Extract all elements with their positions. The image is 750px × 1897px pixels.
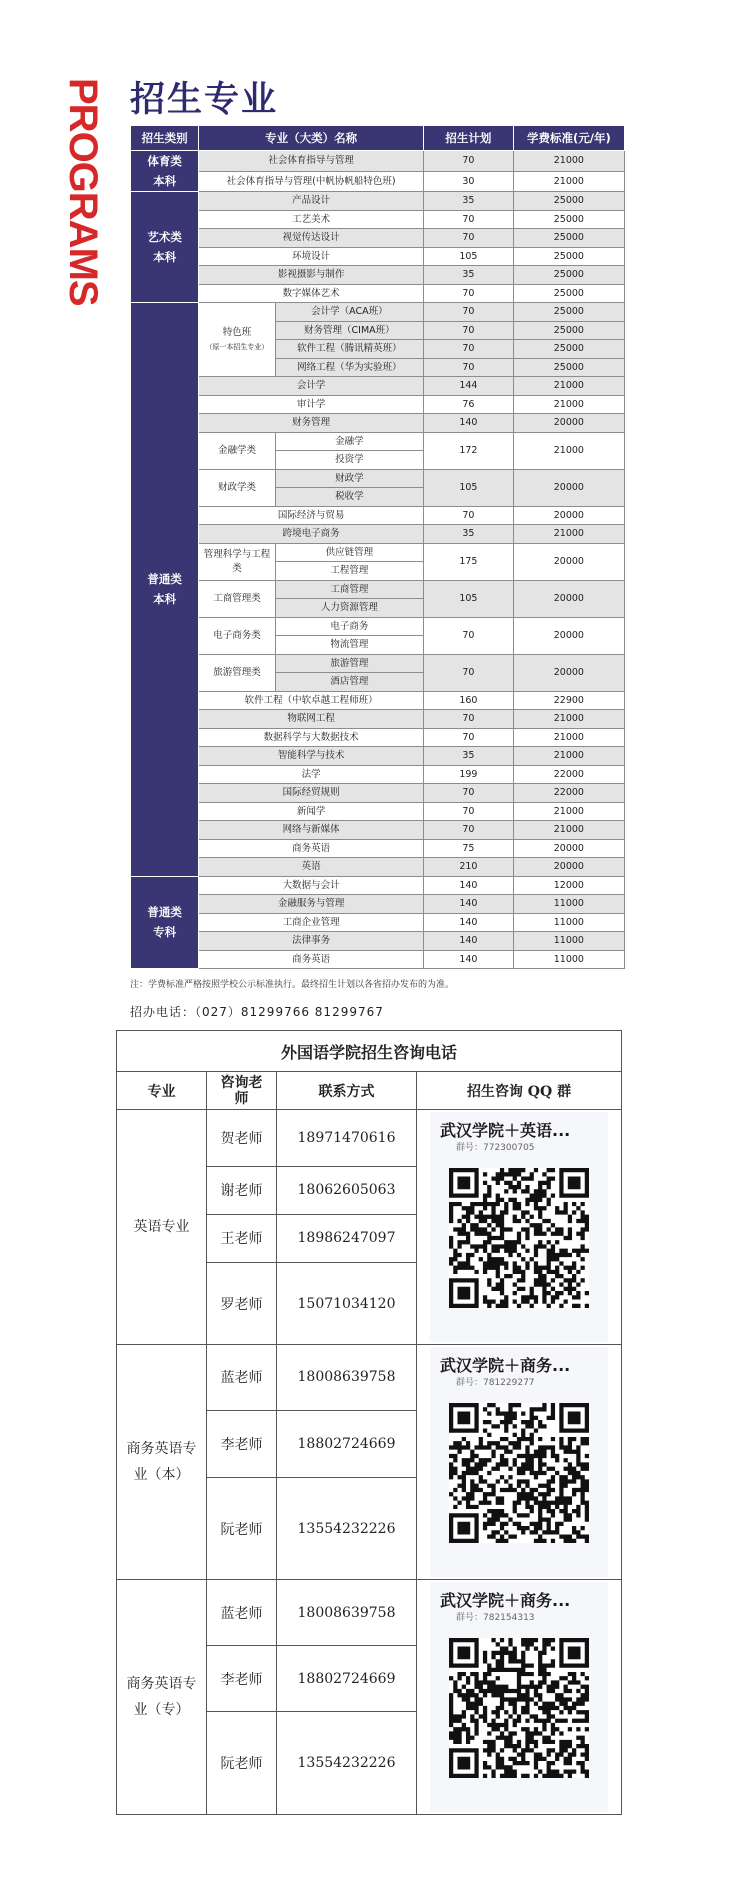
major-name: 工商企业管理 [199, 913, 424, 932]
qr-code-icon [449, 1168, 589, 1308]
plan-cell: 70 [424, 210, 514, 229]
plan-cell: 160 [424, 691, 514, 710]
table-row [131, 432, 625, 451]
plan-cell: 140 [424, 414, 514, 433]
teacher-name: 罗老师 [207, 1263, 277, 1345]
table-row [131, 821, 625, 840]
qq-group-number: 群号：781229277 [456, 1378, 535, 1388]
fee-cell: 25000 [513, 358, 624, 377]
major-name: 社会体育指导与管理(中帆协帆船特色班) [199, 171, 424, 192]
table-row [131, 395, 625, 414]
fee-cell: 25000 [513, 192, 624, 211]
plan-cell: 70 [424, 821, 514, 840]
fee-cell: 12000 [513, 876, 624, 895]
fee-cell: 20000 [513, 469, 624, 506]
plan-cell: 30 [424, 171, 514, 192]
major-group-label: 旅游管理类 [213, 666, 261, 678]
teacher-name: 阮老师 [207, 1712, 277, 1815]
teacher-phone: 18008639758 [277, 1345, 417, 1411]
major-group-label: 特色班 [222, 326, 252, 338]
qq-group-title: 武汉学院＋英语... [440, 1121, 571, 1140]
teacher-name: 贺老师 [207, 1110, 277, 1167]
major-group-label: 管理科学与工程类 [203, 548, 271, 574]
qq-qr-card[interactable] [430, 1347, 608, 1577]
major-name: 跨境电子商务 [199, 525, 424, 544]
programs-vertical-label: PROGRAMS [61, 78, 105, 306]
table-row [131, 858, 625, 877]
major-name: 视觉传达设计 [199, 229, 424, 248]
category-cell: 普通类 专科 [131, 876, 199, 969]
qq-group-number: 群号：772300705 [456, 1143, 535, 1153]
category-cell: 艺术类 本科 [131, 192, 199, 303]
plan-cell: 70 [424, 151, 514, 172]
major-name: 物流管理 [275, 636, 423, 655]
teacher-phone: 13554232226 [277, 1478, 417, 1580]
fee-cell: 11000 [513, 895, 624, 914]
major-group-label: 电子商务类 [213, 629, 261, 641]
table-row [131, 377, 625, 396]
major-name: 数字媒体艺术 [199, 284, 424, 303]
major-group-cell [199, 432, 276, 469]
consult-header-qq: 招生咨询 QQ 群 [417, 1072, 622, 1110]
plan-cell: 70 [424, 784, 514, 803]
table-row [131, 525, 625, 544]
plan-cell: 35 [424, 525, 514, 544]
teacher-name: 李老师 [207, 1410, 277, 1478]
major-name: 软件工程（中软卓越工程师班） [199, 691, 424, 710]
fee-cell: 25000 [513, 303, 624, 322]
fee-cell: 21000 [513, 821, 624, 840]
fee-cell: 25000 [513, 340, 624, 359]
teacher-name: 李老师 [207, 1646, 277, 1712]
plan-cell: 70 [424, 284, 514, 303]
qq-qr-card[interactable] [430, 1582, 608, 1812]
teacher-name: 阮老师 [207, 1478, 277, 1580]
plan-cell: 144 [424, 377, 514, 396]
major-name: 商务英语 [199, 839, 424, 858]
table-row [131, 192, 625, 211]
qq-group-title: 武汉学院＋商务... [440, 1356, 571, 1375]
plan-cell: 140 [424, 876, 514, 895]
plan-cell: 105 [424, 247, 514, 266]
table-row [131, 839, 625, 858]
major-name: 会计学 [199, 377, 424, 396]
major-name: 投资学 [275, 451, 423, 470]
major-name: 金融学 [275, 432, 423, 451]
table-row [131, 506, 625, 525]
plan-cell: 105 [424, 580, 514, 617]
consult-major: 商务英语专 业（本） [117, 1345, 207, 1580]
admissions-phone: 招办电话：（027）81299766 81299767 [130, 1005, 384, 1019]
qq-group-title: 武汉学院＋商务... [440, 1591, 571, 1610]
major-name: 大数据与会计 [199, 876, 424, 895]
teacher-phone: 18971470616 [277, 1110, 417, 1167]
plan-cell: 35 [424, 747, 514, 766]
plan-cell: 70 [424, 654, 514, 691]
table-row [131, 765, 625, 784]
major-name: 工艺美术 [199, 210, 424, 229]
consult-row [117, 1110, 622, 1167]
teacher-name: 蓝老师 [207, 1580, 277, 1646]
major-name: 产品设计 [199, 192, 424, 211]
table-row [131, 617, 625, 636]
plan-cell: 70 [424, 229, 514, 248]
fee-cell: 21000 [513, 377, 624, 396]
fee-cell: 22000 [513, 765, 624, 784]
major-name: 物联网工程 [199, 710, 424, 729]
fee-cell: 21000 [513, 710, 624, 729]
major-group-cell [199, 617, 276, 654]
table-row [131, 543, 625, 562]
category-cell: 普通类 本科 [131, 303, 199, 877]
major-name: 工程管理 [275, 562, 423, 581]
fee-cell: 11000 [513, 950, 624, 969]
major-name: 酒店管理 [275, 673, 423, 692]
plan-cell: 199 [424, 765, 514, 784]
table-row [131, 691, 625, 710]
plan-cell: 70 [424, 321, 514, 340]
table-row [131, 303, 625, 322]
table-row [131, 284, 625, 303]
table-row [131, 247, 625, 266]
plan-cell: 175 [424, 543, 514, 580]
major-name: 影视摄影与制作 [199, 266, 424, 285]
table-row [131, 876, 625, 895]
table-row [131, 784, 625, 803]
major-name: 数据科学与大数据技术 [199, 728, 424, 747]
consult-title: 外国语学院招生咨询电话 [117, 1031, 622, 1072]
major-group-cell [199, 580, 276, 617]
plan-cell: 70 [424, 802, 514, 821]
consult-major: 商务英语专 业（专） [117, 1580, 207, 1815]
teacher-phone: 18062605063 [277, 1166, 417, 1214]
fee-cell: 21000 [513, 151, 624, 172]
fee-cell: 21000 [513, 747, 624, 766]
consult-row [117, 1345, 622, 1411]
major-group-cell [199, 654, 276, 691]
table-row [131, 469, 625, 488]
major-name: 软件工程（腾讯精英班） [275, 340, 423, 359]
teacher-name: 谢老师 [207, 1166, 277, 1214]
table-row [131, 171, 625, 192]
plan-cell: 70 [424, 710, 514, 729]
plan-cell: 70 [424, 358, 514, 377]
major-name: 供应链管理 [275, 543, 423, 562]
table-row [131, 229, 625, 248]
teacher-phone: 18986247097 [277, 1214, 417, 1262]
major-name: 审计学 [199, 395, 424, 414]
fee-cell: 20000 [513, 506, 624, 525]
teacher-phone: 15071034120 [277, 1263, 417, 1345]
fee-cell: 20000 [513, 580, 624, 617]
table-row [131, 802, 625, 821]
qq-group-cell [417, 1345, 622, 1580]
header-category: 招生类别 [131, 126, 199, 151]
table-row [131, 728, 625, 747]
fee-cell: 25000 [513, 247, 624, 266]
table-row [131, 747, 625, 766]
table-row [131, 932, 625, 951]
teacher-name: 王老师 [207, 1214, 277, 1262]
plan-cell: 75 [424, 839, 514, 858]
fee-note: 注：学费标准严格按照学校公示标准执行。最终招生计划以各省招办发布的为准。 [130, 980, 455, 990]
table-row [131, 710, 625, 729]
table-row [131, 151, 625, 172]
major-group-cell [199, 303, 276, 377]
plan-cell: 172 [424, 432, 514, 469]
header-plan: 招生计划 [424, 126, 514, 151]
fee-cell: 20000 [513, 858, 624, 877]
fee-cell: 25000 [513, 266, 624, 285]
fee-cell: 20000 [513, 617, 624, 654]
major-name: 国际经贸规则 [199, 784, 424, 803]
major-name: 新闻学 [199, 802, 424, 821]
major-name: 工商管理 [275, 580, 423, 599]
fee-cell: 22000 [513, 784, 624, 803]
plan-cell: 35 [424, 192, 514, 211]
fee-cell: 11000 [513, 932, 624, 951]
fee-cell: 21000 [513, 171, 624, 192]
consult-row [117, 1580, 622, 1646]
major-name: 财政学 [275, 469, 423, 488]
fee-cell: 25000 [513, 284, 624, 303]
fee-cell: 20000 [513, 414, 624, 433]
table-row [131, 414, 625, 433]
major-name: 法学 [199, 765, 424, 784]
consult-header-major: 专业 [117, 1072, 207, 1110]
fee-cell: 22900 [513, 691, 624, 710]
major-group-label: 金融学类 [217, 444, 256, 456]
table-row [131, 266, 625, 285]
teacher-phone: 18802724669 [277, 1646, 417, 1712]
consult-header-contact: 联系方式 [277, 1072, 417, 1110]
plan-cell: 35 [424, 266, 514, 285]
fee-cell: 11000 [513, 913, 624, 932]
plan-cell: 70 [424, 303, 514, 322]
major-name: 网络工程（华为实验班） [275, 358, 423, 377]
major-name: 金融服务与管理 [199, 895, 424, 914]
table-row [131, 913, 625, 932]
major-group-label: 工商管理类 [213, 592, 261, 604]
fee-cell: 21000 [513, 728, 624, 747]
consult-table [116, 1030, 622, 1815]
header-fee: 学费标准(元/年) [513, 126, 624, 151]
major-name: 人力资源管理 [275, 599, 423, 618]
page-title: 招生专业 [130, 80, 279, 120]
plan-cell: 140 [424, 950, 514, 969]
major-name: 财务管理（CIMA班） [275, 321, 423, 340]
qq-group-number: 群号：782154313 [456, 1613, 535, 1623]
major-name: 财务管理 [199, 414, 424, 433]
major-name: 旅游管理 [275, 654, 423, 673]
table-row [131, 895, 625, 914]
major-group-cell [199, 469, 276, 506]
major-name: 商务英语 [199, 950, 424, 969]
programs-table [130, 125, 625, 969]
table-row [131, 950, 625, 969]
plan-cell: 70 [424, 340, 514, 359]
qq-qr-card[interactable] [430, 1112, 608, 1342]
fee-cell: 25000 [513, 210, 624, 229]
plan-cell: 140 [424, 913, 514, 932]
major-name: 英语 [199, 858, 424, 877]
fee-cell: 20000 [513, 839, 624, 858]
major-name: 网络与新媒体 [199, 821, 424, 840]
fee-cell: 21000 [513, 525, 624, 544]
major-group-cell [199, 543, 276, 580]
consult-header-row [117, 1072, 622, 1110]
qq-group-cell [417, 1110, 622, 1345]
fee-cell: 25000 [513, 321, 624, 340]
major-group-note: （原一本招生专业） [205, 342, 269, 351]
fee-cell: 21000 [513, 395, 624, 414]
teacher-phone: 13554232226 [277, 1712, 417, 1815]
major-name: 法律事务 [199, 932, 424, 951]
major-name: 环境设计 [199, 247, 424, 266]
plan-cell: 210 [424, 858, 514, 877]
qq-group-cell [417, 1580, 622, 1815]
major-name: 智能科学与技术 [199, 747, 424, 766]
major-name: 国际经济与贸易 [199, 506, 424, 525]
major-group-label: 财政学类 [217, 481, 256, 493]
table-header-row [131, 126, 625, 151]
qr-code-icon [449, 1403, 589, 1543]
consult-header-teacher: 咨询老 师 [207, 1072, 277, 1110]
major-name: 税收学 [275, 488, 423, 507]
consult-major: 英语专业 [117, 1110, 207, 1345]
teacher-phone: 18802724669 [277, 1410, 417, 1478]
major-name: 社会体育指导与管理 [199, 151, 424, 172]
plan-cell: 140 [424, 895, 514, 914]
plan-cell: 70 [424, 506, 514, 525]
teacher-name: 蓝老师 [207, 1345, 277, 1411]
category-cell: 体育类 本科 [131, 151, 199, 192]
plan-cell: 105 [424, 469, 514, 506]
major-name: 电子商务 [275, 617, 423, 636]
plan-cell: 76 [424, 395, 514, 414]
fee-cell: 20000 [513, 654, 624, 691]
plan-cell: 70 [424, 728, 514, 747]
major-name: 会计学（ACA班） [275, 303, 423, 322]
table-row [131, 580, 625, 599]
qr-code-icon [449, 1638, 589, 1778]
fee-cell: 20000 [513, 543, 624, 580]
table-row [131, 654, 625, 673]
header-major: 专业（大类）名称 [199, 126, 424, 151]
table-row [131, 210, 625, 229]
teacher-phone: 18008639758 [277, 1580, 417, 1646]
fee-cell: 21000 [513, 802, 624, 821]
fee-cell: 25000 [513, 229, 624, 248]
plan-cell: 70 [424, 617, 514, 654]
plan-cell: 140 [424, 932, 514, 951]
fee-cell: 21000 [513, 432, 624, 469]
